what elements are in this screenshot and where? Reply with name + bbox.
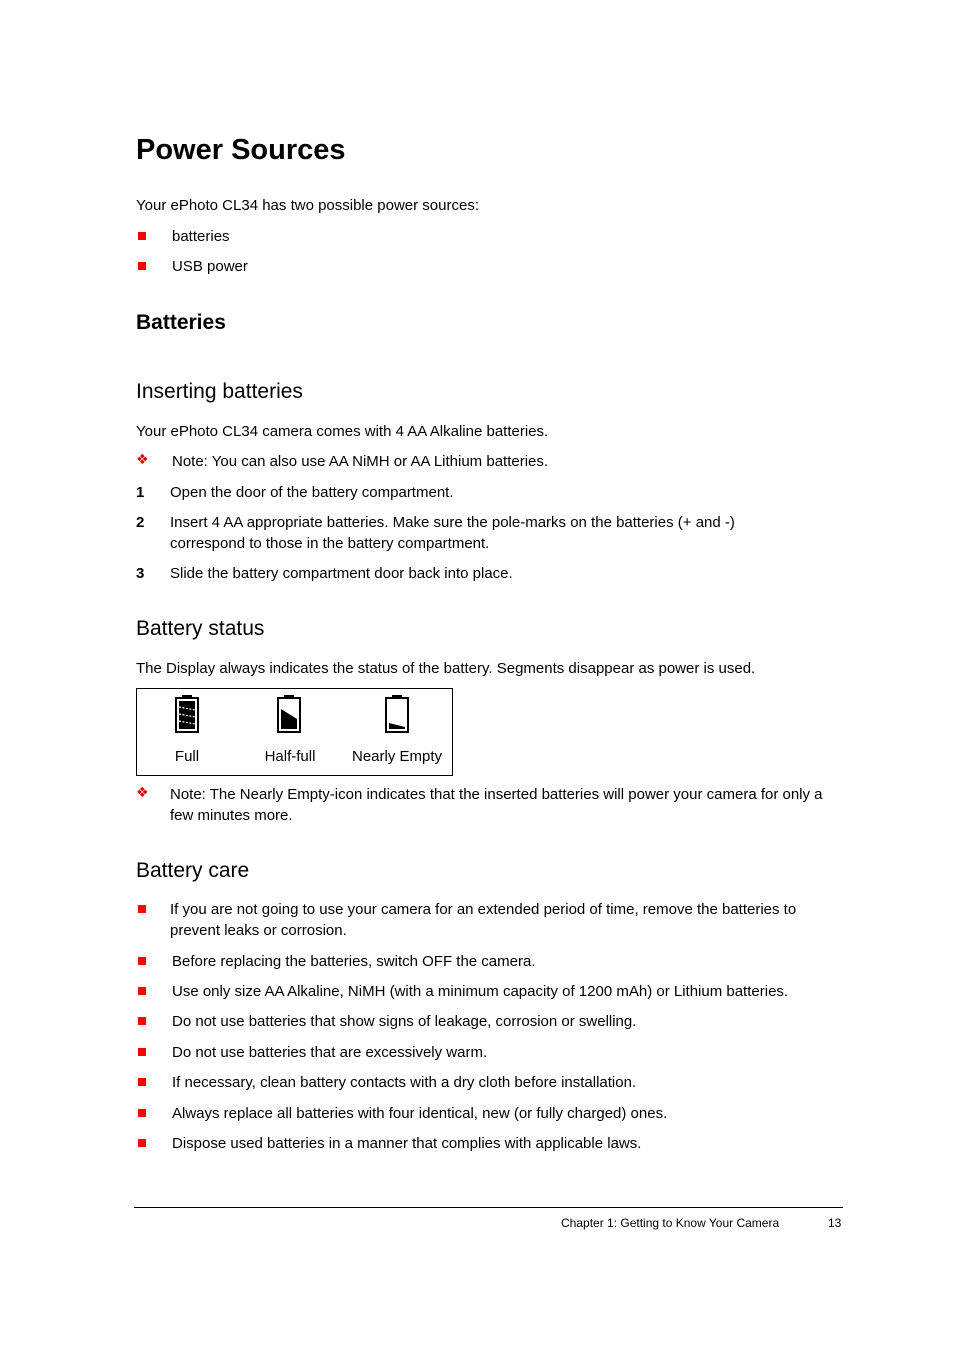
battery-half-label: Half-full [264, 748, 316, 765]
square-bullet-icon [138, 1109, 146, 1117]
list-item: Do not use batteries that are excessively warm. [136, 1042, 848, 1063]
square-bullet-icon [138, 1078, 146, 1086]
battery-status-table [136, 688, 453, 776]
list-item: Do not use batteries that show signs of leakage, corrosion or swelling. [136, 1011, 848, 1032]
battery-full-label: Full [174, 748, 200, 765]
square-bullet-icon [138, 232, 146, 240]
square-bullet-icon [138, 262, 146, 270]
battery-half-icon [277, 695, 301, 733]
square-bullet-icon [138, 957, 146, 965]
square-bullet-icon [138, 905, 146, 913]
status-intro: The Display always indicates the status of the battery. Segments disappear as power is used. [136, 660, 756, 677]
battery-empty-icon [385, 695, 409, 733]
square-bullet-icon [138, 1017, 146, 1025]
section-heading-batteries: Batteries [136, 311, 226, 334]
note-item: ❖ Note: You can also use AA NiMH or AA Lithium batteries. [136, 452, 549, 470]
subsection-heading-status: Battery status [136, 617, 265, 640]
step-item: 3 Slide the battery compartment door back into place. [136, 565, 513, 582]
diamond-bullet-icon: ❖ [136, 785, 149, 801]
square-bullet-icon [138, 1048, 146, 1056]
list-item: Dispose used batteries in a manner that complies with applicable laws. [136, 1133, 848, 1154]
battery-full-icon [175, 695, 199, 733]
battery-empty-label: Nearly Empty [351, 748, 443, 765]
list-item: Before replacing the batteries, switch OFF the camera. [136, 951, 848, 972]
square-bullet-icon [138, 987, 146, 995]
square-bullet-icon [138, 1139, 146, 1147]
step-item: 1 Open the door of the battery compartment. [136, 484, 454, 501]
list-item: Always replace all batteries with four identical, new (or fully charged) ones. [136, 1103, 848, 1124]
subsection-heading-care: Battery care [136, 859, 250, 882]
page-number: 13 [828, 1216, 842, 1230]
footer-chapter: Chapter 1: Getting to Know Your Camera [561, 1216, 780, 1230]
inserting-intro: Your ePhoto CL34 camera comes with 4 AA Alkaline batteries. [136, 423, 549, 440]
note-item: ❖ Note: The Nearly Empty-icon indicates that the inserted batteries will power your camera for only a few minutes more. [136, 785, 823, 824]
list-item: If necessary, clean battery contacts with a dry cloth before installation. [136, 1072, 848, 1093]
list-item: Use only size AA Alkaline, NiMH (with a minimum capacity of 1200 mAh) or Lithium batteries. [136, 981, 848, 1002]
step-item: 2 Insert 4 AA appropriate batteries. Make sure the pole-marks on the batteries (+ and -) correspond to those in the battery compartment. [136, 514, 735, 552]
footer-divider [134, 1207, 843, 1208]
subsection-heading-inserting: Inserting batteries [136, 380, 303, 403]
list-item: If you are not going to use your camera for an extended period of time, remove the batteries to prevent leaks or corrosion. [136, 899, 846, 941]
page-title: Power Sources [136, 134, 346, 166]
intro-text: Your ePhoto CL34 has two possible power sources: [136, 197, 479, 214]
list-item: batteries [136, 226, 848, 247]
list-item: USB power [136, 256, 848, 277]
diamond-bullet-icon: ❖ [136, 452, 149, 468]
